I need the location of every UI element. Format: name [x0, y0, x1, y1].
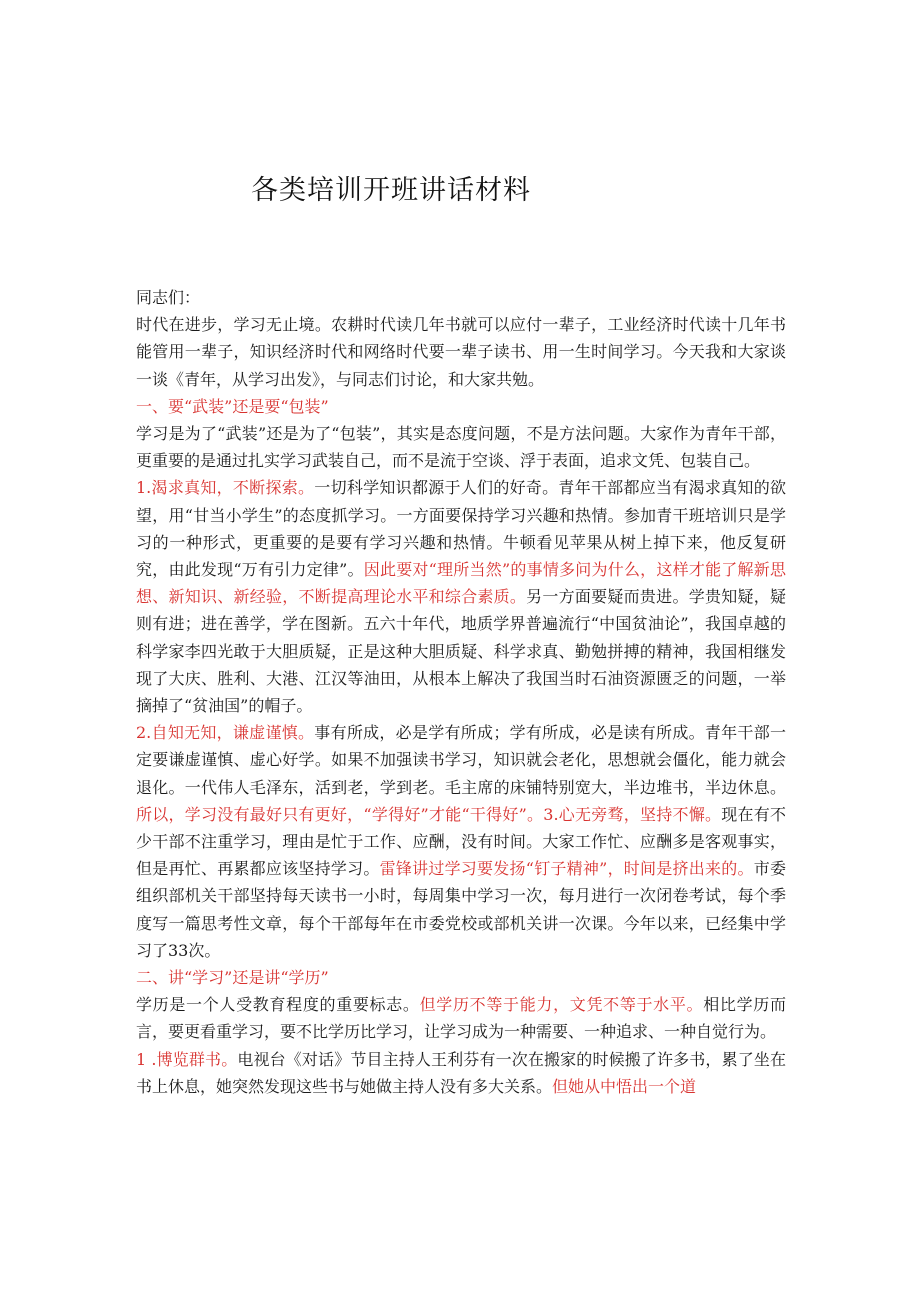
- point-text: 学历是一个人受教育程度的重要标志。: [136, 995, 420, 1015]
- point-text: 现在有不少干部不注重学习，理由是忙于工作、应酬，没有时间。大家工作忙、应酬多是客观事实，但是再忙、再累都应该坚持学习。: [136, 804, 786, 879]
- section-1-intro: 学习是为了“武装”还是为了“包装”，其实是态度问题，不是方法问题。大家作为青年干部，更重要的是通过扎实学习武装自己，而不是流于空谈、浮于表面，追求文凭、包装自己。: [136, 424, 786, 471]
- point-highlight: 因此要对“理所当然”的事情多问为什么，这样才能了解新思想、新知识、新经验，不断提高理论水平和综合素质。: [136, 560, 786, 607]
- greeting: 同志们：: [136, 288, 201, 307]
- point-highlight: 雷锋讲过学习要发扬“钉子精神”，时间是挤出来的。: [379, 859, 754, 879]
- section-2-point-1: [136, 1046, 786, 1100]
- point-highlight: 所以，学习没有最好只有更好，“学得好”才能“干得好”。: [136, 804, 544, 824]
- section-1-point-2-3: [136, 719, 786, 964]
- document-body: [136, 284, 786, 1100]
- point-lead: 3.心无旁骛，坚持不懈。: [543, 804, 722, 824]
- point-lead: 1.渴求真知，不断探索。: [136, 478, 315, 498]
- section-1-point-1: [136, 474, 786, 719]
- point-text: 一切科学知识都源于人们的好奇。青年干部都应当有渴求真知的欲望，用“甘当小学生”的态度抓学习。一方面要保持学习兴趣和热情。参加青干班培训只是学习的一种形式，更重要的是要有学习兴趣和热情。牛顿看见苹果从树上掉下来，他反复研究，由此发现“万有引力定律”。: [136, 478, 786, 580]
- point-highlight: 但她从中悟出一个道: [552, 1076, 697, 1096]
- point-lead: 2.自知无知，谦虚谨慎。: [136, 723, 315, 743]
- point-lead: 1 .博览群书。: [136, 1049, 238, 1069]
- point-text: 事有所成，必是学有所成；学有所成，必是读有所成。青年干部一定要谦虚谨慎、虚心好学。如果不加强读书学习，知识就会老化，思想就会僵化，能力就会退化。一代伟人毛泽东，活到老，学到老。毛主席的床铺特别宽大，半边堆书，半边休息。: [136, 723, 786, 797]
- document-title: 各类培训开班讲话材料: [251, 175, 531, 206]
- intro-paragraph: 时代在进步，学习无止境。农耕时代读几年书就可以应付一辈子，工业经济时代读十几年书能管用一辈子，知识经济时代和网络时代要一辈子读书、用一生时间学习。今天我和大家谈一谈《青年，从学习出发》，与同志们讨论，和大家共勉。: [136, 315, 786, 389]
- section-2-intro: [136, 991, 786, 1045]
- section-2-heading: 二、讲“学习”还是讲“学历”: [136, 968, 329, 988]
- point-text: 另一方面要疑而贵进。学贵知疑，疑则有进；进在善学，学在图新。五六十年代，地质学界普遍流行“中国贫油论”，我国卓越的科学家李四光敢于大胆质疑，正是这种大胆质疑、科学求真、勤勉拼搏的精神，我国相继发现了大庆、胜利、大港、江汉等油田，从根本上解决了我国当时石油资源匮乏的问题，一举摘掉了“贫油国”的帽子。: [136, 587, 786, 716]
- point-highlight: 但学历不等于能力，文凭不等于水平。: [419, 995, 704, 1015]
- point-text: 相比学历而言，要更看重学习，要不比学历比学习，让学习成为一种需要、一种追求、一种自觉行为。: [136, 995, 786, 1042]
- point-text: 市委组织部机关干部坚持每天读书一小时，每周集中学习一次，每月进行一次闭卷考试，每个季度写一篇思考性文章，每个干部每年在市委党校或部机关讲一次课。今年以来，已经集中学习了33次。: [136, 859, 786, 960]
- point-text: 电视台《对话》节目主持人王利芬有一次在搬家的时候搬了许多书，累了坐在书上休息，她突然发现这些书与她做主持人没有多大关系。: [136, 1049, 786, 1096]
- section-1-heading: 一、要“武装”还是要“包装”: [136, 396, 329, 416]
